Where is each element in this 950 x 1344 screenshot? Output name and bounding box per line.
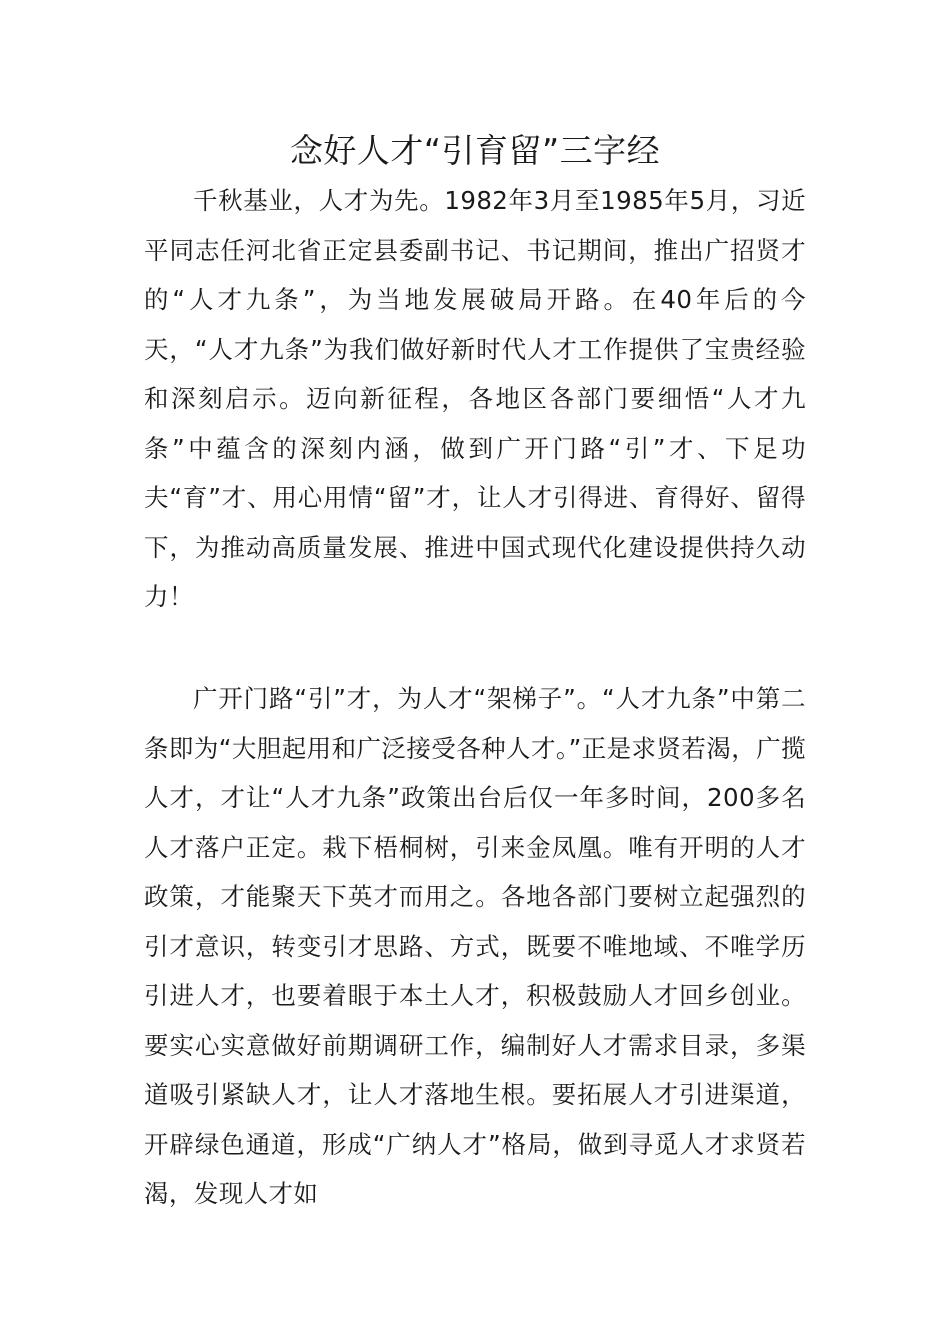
paragraph-intro: 千秋基业，人才为先。1982年3月至1985年5月，习近平同志任河北省正定县委副书记、书记期间，推出广招贤才的“人才九条”，为当地发展破局开路。在40年后的今天，“人才九条”为我们做好新时代人才工作提供了宝贵经验和深刻启示。迈向新征程，各地区各部门要细悟“人才九条”中蕴含的深刻内涵，做到广开门路“引”才、下足功夫“育”才、用心用情“留”才，让人才引得进、育得好、留得下，为推动高质量发展、推进中国式现代化建设提供持久动力！ [144,186,806,611]
document-title: 念好人才“引育留”三字经 [289,131,661,170]
paragraph-attract-talent: 广开门路“引”才，为人才“架梯子”。“人才九条”中第二条即为“大胆起用和广泛接受各种人才。”正是求贤若渴，广揽人才，才让“人才九条”政策出台后仅一年多时间，200多名人才落户正定。栽下梧桐树，引来金凤凰。唯有开明的人才政策，才能聚天下英才而用之。各地各部门要树立起强烈的引才意识，转变引才思路、方式，既要不唯地域、不唯学历引进人才，也要着眼于本土人才，积极鼓励人才回乡创业。要实心实意做好前期调研工作，编制好人才需求目录，多渠道吸引紧缺人才，让人才落地生根。要拓展人才引进渠道，开辟绿色通道，形成“广纳人才”格局，做到寻觅人才求贤若渴，发现人才如 [144,684,806,1208]
